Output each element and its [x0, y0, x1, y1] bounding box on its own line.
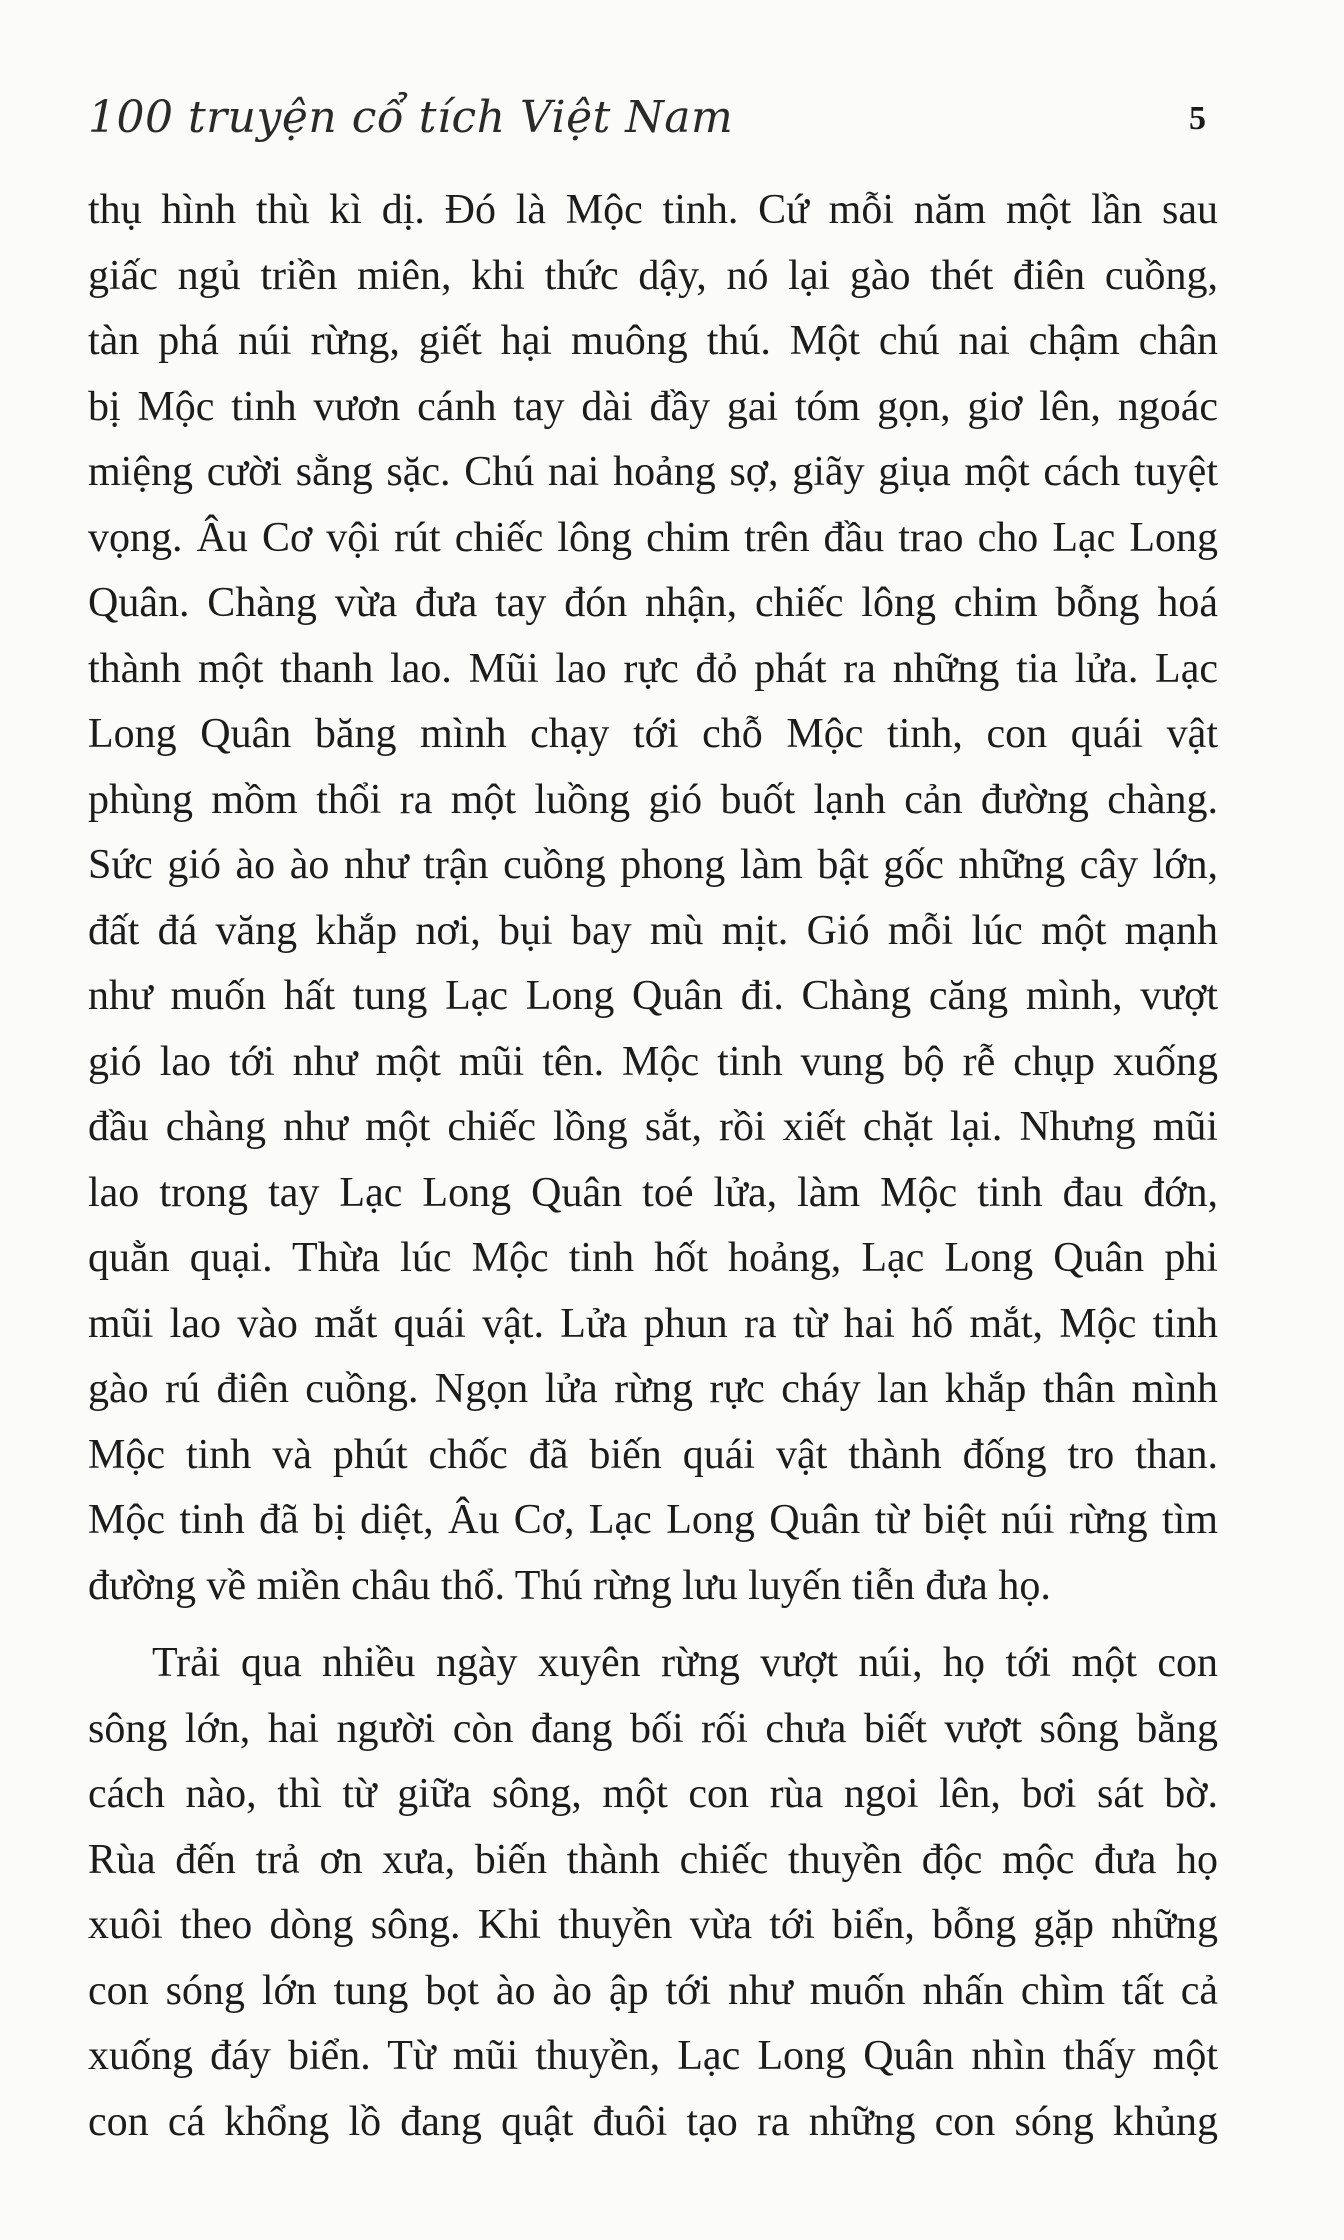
text-line: xuôi theo dòng sông. Khi thuyền vừa tới biển, bỗng gặp những [88, 1902, 1218, 1948]
running-header-title: 100 truyện cổ tích Việt Nam [88, 92, 734, 143]
text-line: bị Mộc tinh vươn cánh tay dài đầy gai tóm gọn, giơ lên, ngoác [88, 383, 1218, 430]
text-line: thụ hình thù kì dị. Đó là Mộc tinh. Cứ mỗi năm một lần sau [88, 187, 1218, 233]
text-line: Rùa đến trả ơn xưa, biến thành chiếc thuyền độc mộc đưa họ [88, 1836, 1218, 1883]
text-line: như muốn hất tung Lạc Long Quân đi. Chàng căng mình, vượt [88, 973, 1218, 1019]
text-line: Trải qua nhiều ngày xuyên rừng vượt núi, họ tới một con [152, 1640, 1218, 1686]
text-line: Mộc tinh đã bị diệt, Âu Cơ, Lạc Long Quân từ biệt núi rừng tìm [88, 1497, 1218, 1543]
paragraph-1 [88, 178, 1218, 1619]
text-line: xuống đáy biển. Từ mũi thuyền, Lạc Long Quân nhìn thấy một [88, 2033, 1218, 2079]
text-line: thành một thanh lao. Mũi lao rực đỏ phát ra những tia lửa. Lạc [88, 645, 1218, 692]
text-line: Sức gió ào ào như trận cuồng phong làm bật gốc những cây lớn, [88, 842, 1218, 888]
text-line: đầu chàng như một chiếc lồng sắt, rồi xiết chặt lại. Nhưng mũi [88, 1104, 1218, 1150]
text-line: quằn quại. Thừa lúc Mộc tinh hốt hoảng, Lạc Long Quân phi [88, 1235, 1218, 1281]
text-line: lao trong tay Lạc Long Quân toé lửa, làm Mộc tinh đau đớn, [88, 1169, 1218, 1216]
text-line: gió lao tới như một mũi tên. Mộc tinh vung bộ rễ chụp xuống [88, 1038, 1218, 1085]
text-line: đất đá văng khắp nơi, bụi bay mù mịt. Gió mỗi lúc một mạnh [88, 907, 1218, 954]
text-line: tàn phá núi rừng, giết hại muông thú. Một chú nai chậm chân [88, 318, 1218, 364]
text-line: sông lớn, hai người còn đang bối rối chưa biết vượt sông bằng [88, 1705, 1218, 1752]
paragraph-2 [88, 1631, 1218, 2155]
text-line: con cá khổng lồ đang quật đuôi tạo ra những con sóng khủng [88, 2098, 1218, 2145]
body-text [88, 178, 1218, 2155]
text-line: cách nào, thì từ giữa sông, một con rùa ngoi lên, bơi sát bờ. [88, 1771, 1218, 1817]
text-line: mũi lao vào mắt quái vật. Lửa phun ra từ hai hố mắt, Mộc tinh [88, 1300, 1218, 1347]
text-line: Quân. Chàng vừa đưa tay đón nhận, chiếc lông chim bỗng hoá [88, 580, 1218, 626]
text-line: đường về miền châu thổ. Thú rừng lưu luyến tiễn đưa họ. [88, 1562, 1051, 1609]
page-number: 5 [1189, 100, 1206, 137]
text-line: giấc ngủ triền miên, khi thức dậy, nó lại gào thét điên cuồng, [88, 252, 1218, 299]
text-line: con sóng lớn tung bọt ào ào ập tới như muốn nhấn chìm tất cả [88, 1967, 1218, 2014]
text-line: Long Quân băng mình chạy tới chỗ Mộc tinh, con quái vật [88, 711, 1218, 757]
text-line: miệng cười sằng sặc. Chú nai hoảng sợ, giãy giụa một cách tuyệt [88, 449, 1218, 495]
text-line: Mộc tinh và phút chốc đã biến quái vật thành đống tro than. [88, 1431, 1218, 1478]
text-line: vọng. Âu Cơ vội rút chiếc lông chim trên đầu trao cho Lạc Long [88, 514, 1218, 561]
text-line: phùng mồm thổi ra một luồng gió buốt lạnh cản đường chàng. [88, 776, 1218, 823]
text-line: gào rú điên cuồng. Ngọn lửa rừng rực cháy lan khắp thân mình [88, 1366, 1218, 1412]
